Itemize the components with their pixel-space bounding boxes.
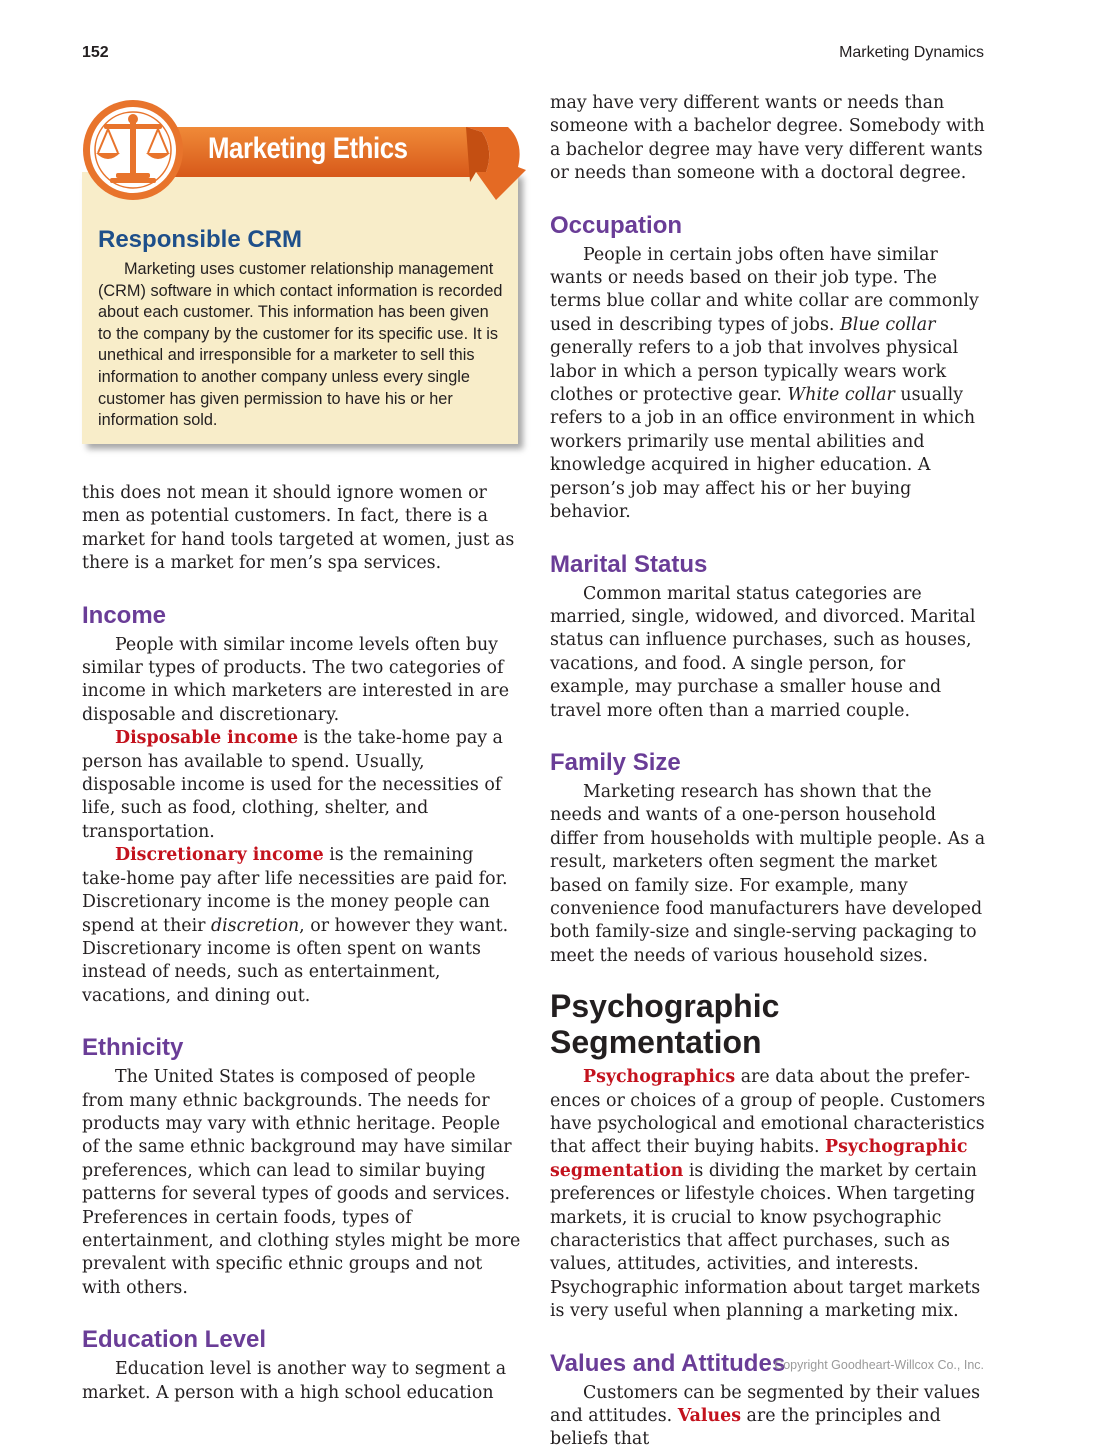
values-paragraph <box>550 1382 986 1452</box>
feature-banner-title: Marketing Ethics <box>208 132 408 165</box>
education-heading: Education Level <box>82 1326 267 1354</box>
feature-body <box>98 259 506 432</box>
occupation-text-c: usually refers to a job in an office environment in which workers primarily use mental abilities and knowledge acquired in higher education. A person’s job may affect his or her buying behavior. <box>550 385 976 523</box>
running-head: Marketing Dynamics <box>839 44 984 61</box>
family-heading: Family Size <box>550 748 681 776</box>
feature-title: Responsible CRM <box>98 226 303 253</box>
right-column <box>550 92 986 1452</box>
feature-paragraph: Marketing uses customer relationship management (CRM) software in which contact information is recorded about each customer. This information has been given to the company by the customer for its specific use. It is unethical and irresponsible for a marketer to sell this information to another company unless every single customer has given permission to have his or her information sold. <box>98 260 503 430</box>
income-paragraph-3 <box>82 844 522 1008</box>
occupation-text-b: generally refers to a job that involves physical labor in which a person typically wears work clothes or protective gear. <box>550 338 959 406</box>
values-text-a: Customers can be segmented by their values and attitudes. <box>550 1382 981 1427</box>
occupation-paragraph <box>550 244 986 525</box>
occupation-emphasis-blue-collar: Blue collar <box>840 314 936 335</box>
values-heading: Values and Attitudes <box>550 1349 786 1377</box>
income-emphasis: discretion <box>210 915 300 936</box>
psychographic-paragraph <box>550 1066 986 1323</box>
psychographic-heading: Psychographic Segmentation <box>550 988 780 1061</box>
marital-heading: Marital Status <box>550 550 708 578</box>
left-column <box>82 482 522 1405</box>
term-psychographic-segmentation: Psychographic segmentation <box>550 1137 968 1181</box>
income-paragraph-1: People with similar income levels often buy similar types of products. The two categories of income in which marketers are interested in are disposable and discretionary. <box>82 634 510 725</box>
term-values: Values <box>677 1406 742 1427</box>
page-number: 152 <box>82 44 109 61</box>
banner-arrow-icon <box>460 122 528 202</box>
income-paragraph-3-text-b: , or however they want. Discretionary income is often spent on wants instead of needs, such as entertainment, vacations, and dining out. <box>82 915 509 1006</box>
values-text-b: are the principles and beliefs that <box>550 1406 941 1450</box>
income-heading: Income <box>82 601 167 629</box>
term-disposable-income: Disposable income <box>115 728 299 749</box>
psychographic-text-a: are data about the preferences or choices of a group of people. Customers have psychological and emotional characteristics that affect their buying habits. <box>550 1067 986 1158</box>
income-paragraph-2-text: is the take-home pay a person has available to spend. Usually, disposable income is used for the necessities of life, such as food, clothing, shelter, and transportation. <box>82 728 503 842</box>
occupation-emphasis-white-collar: White collar <box>787 385 895 406</box>
left-intro: this does not mean it should ignore women or men as potential customers. In fact, there is a market for hand tools targeted at women, just as there is a market for men’s spa services. <box>82 483 515 574</box>
income-paragraph-2 <box>82 727 522 844</box>
right-continuation: may have very different wants or needs than someone with a bachelor degree. Somebody with a bachelor degree may have very different wants or needs than someone with a doctoral degree. <box>550 93 985 184</box>
balance-scale-icon <box>80 97 186 203</box>
income-paragraph-3-text-a: is the remaining take-home pay after life necessities are paid for. Discretionary income is the money people can spend at their <box>82 845 508 936</box>
term-discretionary-income: Discretionary income <box>115 845 324 866</box>
ethnicity-heading: Ethnicity <box>82 1034 184 1062</box>
copyright-notice: Copyright Goodheart-Willcox Co., Inc. <box>774 1358 984 1372</box>
occupation-text-a: People in certain jobs often have similar wants or needs based on their job type. The terms blue collar and white collar are commonly used in describing types of jobs. <box>550 244 979 335</box>
family-paragraph: Marketing research has shown that the needs and wants of a one-person household differ from households with multiple people. As a result, marketers often segment the market based on family size. For example, many convenience food manufacturers have developed both family-size and single-serving packaging to meet the needs of various household sizes. <box>550 781 986 966</box>
ethnicity-paragraph: The United States is composed of people from many ethnic backgrounds. The needs for products may vary with ethnic heritage. People of the same ethnic background may have similar preferences, which can lead to similar buying patterns for several types of goods and services. Preferences in certain foods, types of entertainment, and clothing styles might be more prevalent with specific ethnic groups and not with others. <box>82 1067 521 1298</box>
term-psychographics: Psychographics <box>583 1067 736 1088</box>
psychographic-text-b: is dividing the market by certain preferences or lifestyle choices. When targeting markets, it is crucial to know psychographic characteristics that affect purchases, such as values, attitudes, activities, and interests. Psychographic information about target markets is very useful when planning a marketing mix. <box>550 1160 981 1322</box>
marital-paragraph: Common marital status categories are married, single, widowed, and divorced. Marital status can influence purchases, such as houses, vacations, and food. A single person, for example, may purchase a smaller house and travel more often than a married couple. <box>550 583 976 721</box>
occupation-heading: Occupation <box>550 211 683 239</box>
education-paragraph: Education level is another way to segment a market. A person with a high school education <box>82 1359 507 1403</box>
